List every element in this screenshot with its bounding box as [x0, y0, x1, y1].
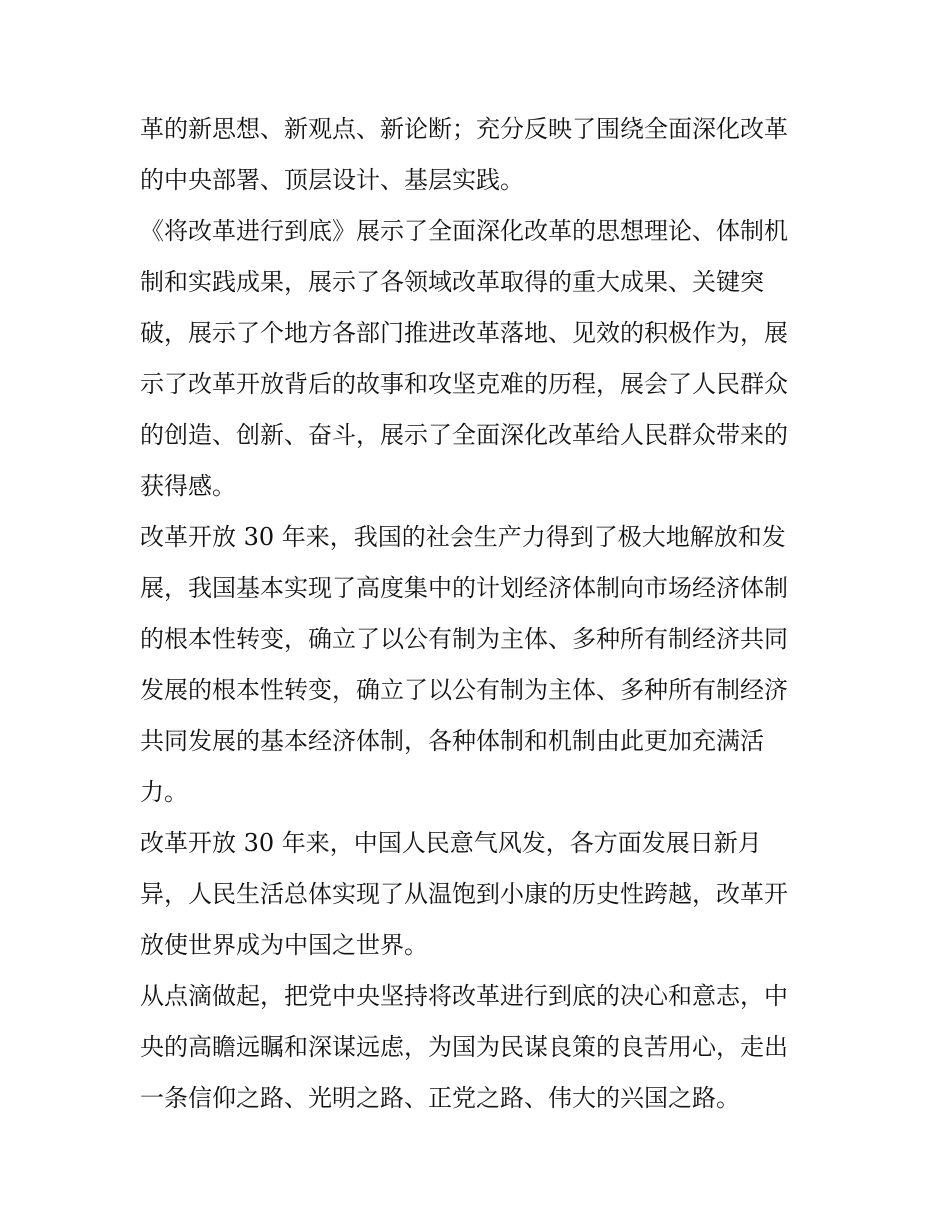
text-line: 放使世界成为中国之世界。 — [140, 931, 428, 959]
text-line: 从点滴做起，把党中央坚持将改革进行到底的决心和意志，中 — [140, 982, 788, 1010]
document-page — [140, 104, 820, 1124]
text-line: 一条信仰之路、光明之路、正党之路、伟大的兴国之路。 — [140, 1084, 740, 1112]
text-line: 制和实践成果，展示了各领域改革取得的重大成果、关键突 — [140, 268, 764, 296]
paragraph-1 — [140, 104, 820, 206]
text-line: 《将改革进行到底》展示了全面深化改革的思想理论、体制机 — [140, 217, 788, 245]
text-line: 革的新思想、新观点、新论断；充分反映了围绕全面深化改革 — [140, 115, 788, 143]
text-line: 央的高瞻远瞩和深谋远虑，为国为民谋良策的良苦用心，走出 — [140, 1033, 788, 1061]
text-line: 改革开放 30 年来，中国人民意气风发，各方面发展日新月 — [140, 829, 762, 857]
text-line: 共同发展的基本经济体制，各种体制和机制由此更加充满活 — [140, 727, 764, 755]
paragraph-5 — [140, 971, 820, 1124]
paragraph-4 — [140, 818, 820, 971]
text-line: 的根本性转变，确立了以公有制为主体、多种所有制经济共同 — [140, 625, 788, 653]
text-line: 异，人民生活总体实现了从温饱到小康的历史性跨越，改革开 — [140, 880, 788, 908]
text-line: 破，展示了个地方各部门推进改革落地、见效的积极作为，展 — [140, 319, 788, 347]
text-line: 改革开放 30 年来，我国的社会生产力得到了极大地解放和发 — [140, 523, 786, 551]
paragraph-3 — [140, 512, 820, 818]
text-line: 示了改革开放背后的故事和攻坚克难的历程，展会了人民群众 — [140, 370, 788, 398]
text-line: 展，我国基本实现了高度集中的计划经济体制向市场经济体制 — [140, 574, 788, 602]
text-line: 的中央部署、顶层设计、基层实践。 — [140, 166, 524, 194]
text-line: 获得感。 — [140, 472, 236, 500]
text-line: 力。 — [140, 778, 188, 806]
paragraph-2 — [140, 206, 820, 512]
text-line: 的创造、创新、奋斗，展示了全面深化改革给人民群众带来的 — [140, 421, 788, 449]
text-line: 发展的根本性转变，确立了以公有制为主体、多种所有制经济 — [140, 676, 788, 704]
